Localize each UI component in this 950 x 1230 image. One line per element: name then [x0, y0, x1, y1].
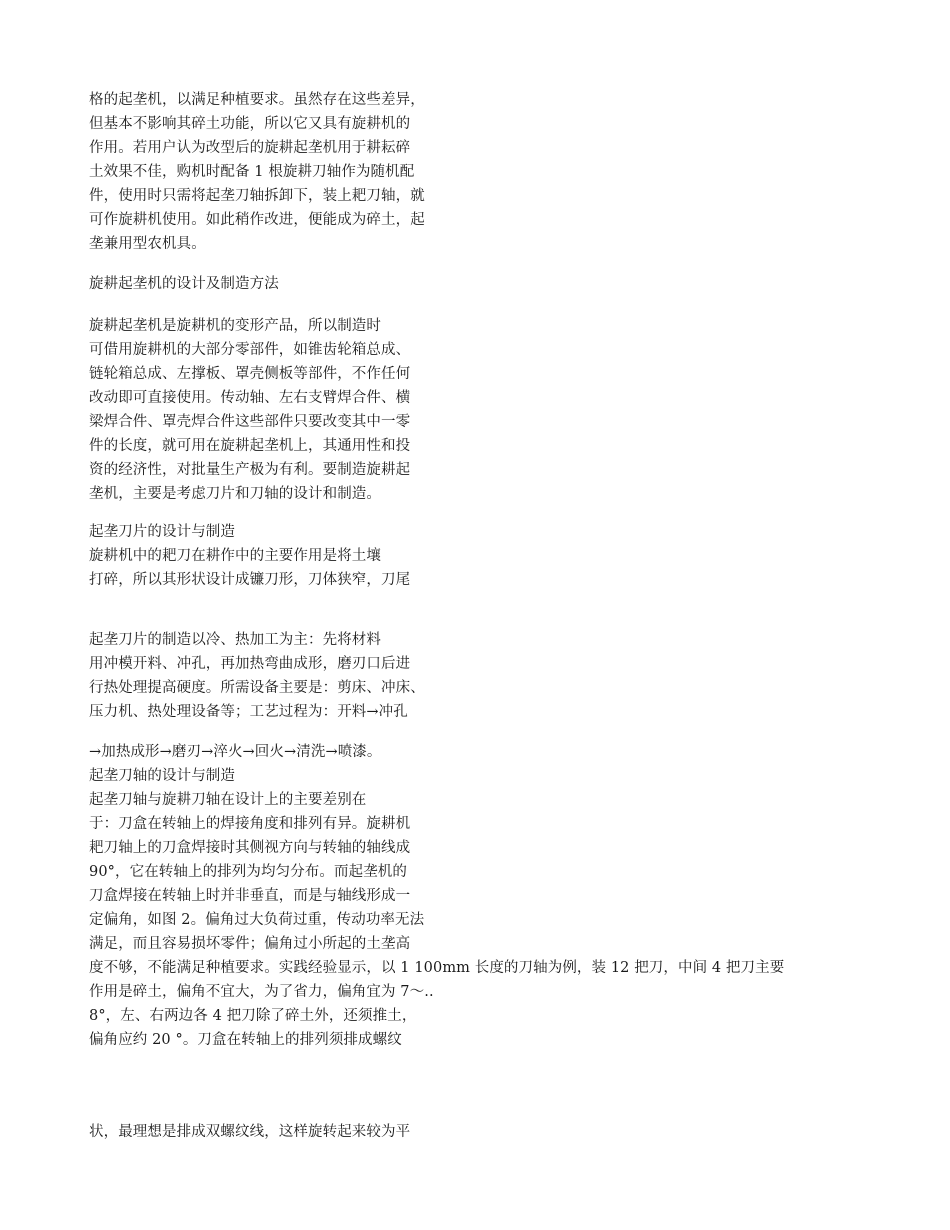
- text-line: 作用。若用户认为改型后的旋耕起垄机用于耕耘碎: [89, 140, 411, 156]
- text-line: 状，最理想是排成双螺纹线，这样旋转起来较为平: [89, 1124, 411, 1140]
- text-line: 打碎，所以其形状设计成镰刀形，刀体狭窄，刀尾: [89, 572, 411, 588]
- text-line: 垄机，主要是考虑刀片和刀轴的设计和制造。: [89, 486, 381, 502]
- text-line: 土效果不佳，购机时配备 1 根旋耕刀轴作为随机配: [89, 164, 415, 180]
- text-line: →加热成形→磨刃→淬火→回火→清洗→喷漆。: [89, 744, 382, 760]
- section-heading: 旋耕起垄机的设计及制造方法: [89, 276, 279, 292]
- text-line: 用冲模开料、冲孔，再加热弯曲成形，磨刃口后进: [89, 656, 411, 672]
- text-line: 起垄刀片的制造以冷、热加工为主：先将材料: [89, 632, 381, 648]
- text-line: 起垄刀轴与旋耕刀轴在设计上的主要差别在: [89, 792, 367, 808]
- text-line: 可借用旋耕机的大部分零部件，如锥齿轮箱总成、: [89, 342, 411, 358]
- text-line: 旋耕机中的耙刀在耕作中的主要作用是将土壤: [89, 548, 381, 564]
- text-line: 压力机、热处理设备等；工艺过程为：开料→冲孔: [89, 704, 408, 720]
- text-line: 偏角应约 20 °。刀盒在转轴上的排列须排成螺纹: [89, 1032, 402, 1048]
- text-line: 资的经济性，对批量生产极为有利。要制造旋耕起: [89, 462, 411, 478]
- text-line: 行热处理提高硬度。所需设备主要是：剪床、冲床、: [89, 680, 425, 696]
- section-heading: 起垄刀片的设计与制造: [89, 524, 235, 540]
- text-line: 件的长度，就可用在旋耕起垄机上，其通用性和投: [89, 438, 411, 454]
- text-line: 耙刀轴上的刀盒焊接时其侧视方向与转轴的轴线成: [89, 840, 411, 856]
- text-line: 垄兼用型农机具。: [89, 236, 206, 252]
- text-line: 旋耕起垄机是旋耕机的变形产品，所以制造时: [89, 318, 381, 334]
- text-line: 改动即可直接使用。传动轴、左右支臂焊合件、横: [89, 390, 411, 406]
- text-line: 8°，左、右两边各 4 把刀除了碎土外，还须推土，: [89, 1008, 417, 1024]
- text-line: 可作旋耕机使用。如此稍作改进，便能成为碎土，起: [89, 212, 425, 228]
- text-line: 梁焊合件、罩壳焊合件这些部件只要改变其中一零: [89, 414, 411, 430]
- text-line: 件，使用时只需将起垄刀轴拆卸下，装上耙刀轴，就: [89, 188, 425, 204]
- text-line: 格的起垄机，以满足种植要求。虽然存在这些差异，: [89, 92, 425, 108]
- section-heading: 起垄刀轴的设计与制造: [89, 768, 235, 784]
- text-line: 满足，而且容易损坏零件；偏角过小所起的土垄高: [89, 936, 411, 952]
- text-line: 链轮箱总成、左撑板、罩壳侧板等部件，不作任何: [89, 366, 411, 382]
- text-line: 定偏角，如图 2。偏角过大负荷过重，传动功率无法: [89, 912, 425, 928]
- text-line: 90°，它在转轴上的排列为均匀分布。而起垄机的: [89, 864, 407, 880]
- text-line: 于：刀盒在转轴上的焊接角度和排列有异。旋耕机: [89, 816, 411, 832]
- text-line: 度不够，不能满足种植要求。实践经验显示，以 1 100mm 长度的刀轴为例，装 12 把刀，中间 4 把刀主要: [89, 960, 785, 976]
- text-line: 刀盒焊接在转轴上时并非垂直，而是与轴线形成一: [89, 888, 411, 904]
- text-line: 作用是碎土，偏角不宜大，为了省力，偏角宜为 7～..: [89, 984, 434, 1000]
- text-line: 但基本不影响其碎土功能，所以它又具有旋耕机的: [89, 116, 411, 132]
